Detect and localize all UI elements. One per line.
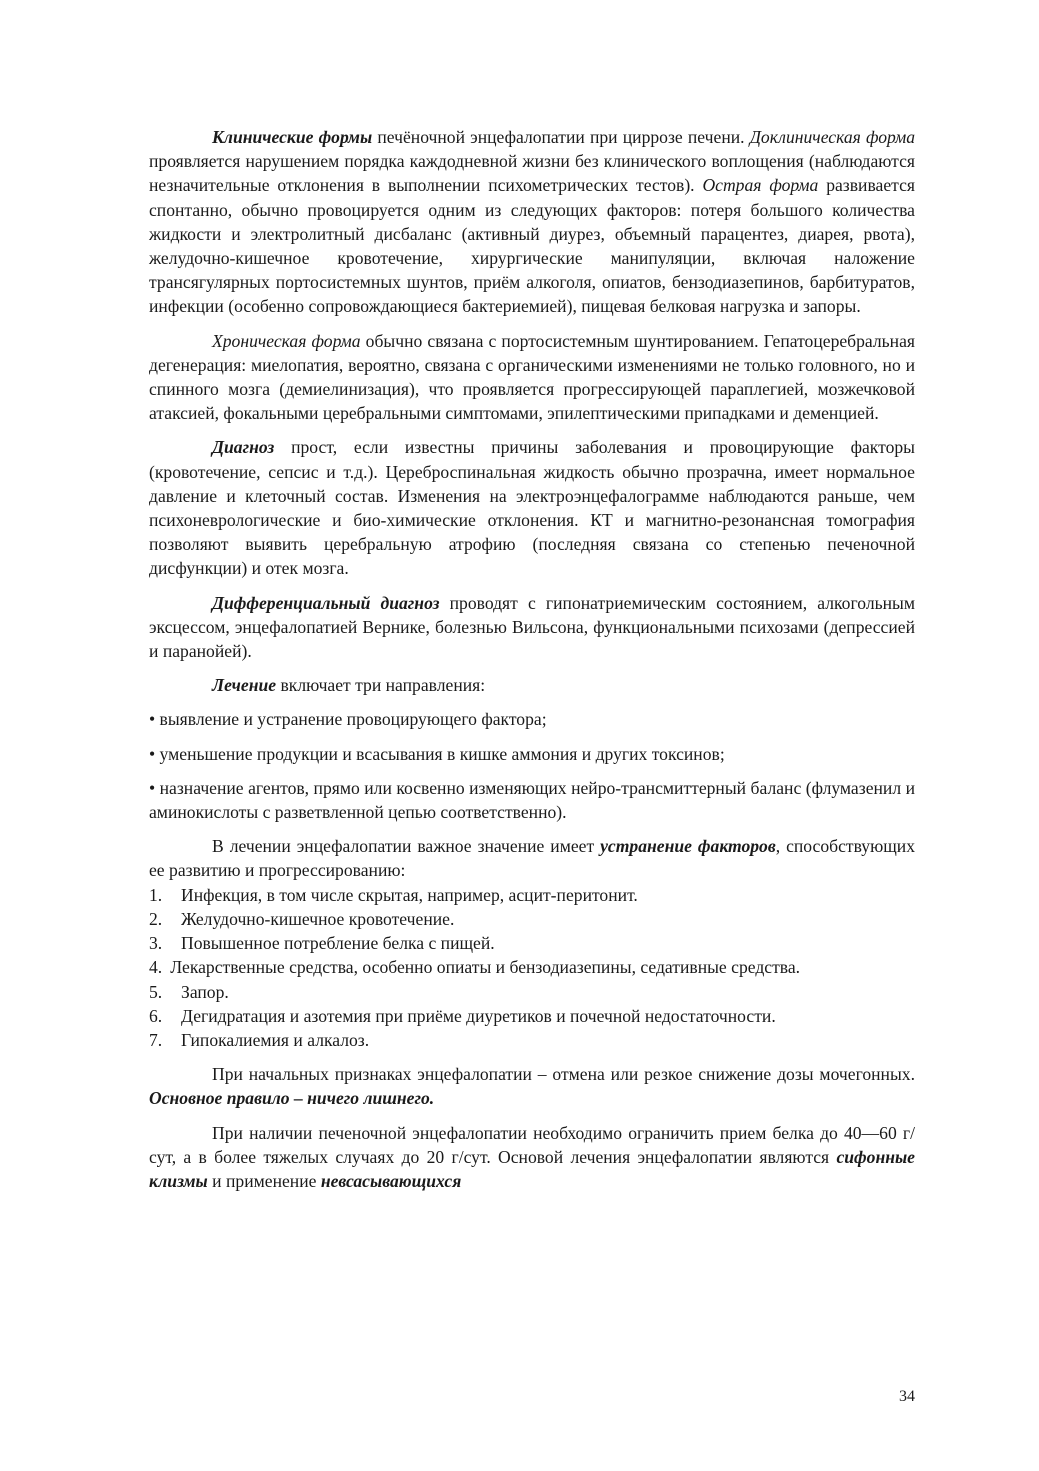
list-item xyxy=(149,1028,915,1052)
list-text: Дегидратация и азотемия при приёме диуретиков и почечной недостаточности. xyxy=(181,1005,776,1026)
list-item xyxy=(149,1004,915,1028)
text: При наличии печеночной энцефалопатии необходимо ограничить прием белка до 40—60 г/сут, а в более тяжелых случаях до 20 г/сут. Основой лечения энцефалопатии являются xyxy=(149,1122,915,1167)
document-page xyxy=(149,125,915,1203)
text: и применение xyxy=(207,1170,321,1191)
list-number: 7. xyxy=(149,1029,163,1050)
text: проводят с гипонатриемическим состоянием, алкогольным эксцессом, энцефалопатией Вернике, болезнью Вильсона, функциональными психозами (депрессией и паранойей). xyxy=(149,592,915,662)
bullet-item: • выявление и устранение провоцирующего фактора; xyxy=(149,709,547,730)
term-factor-elimination: устранение факторов xyxy=(600,836,776,857)
text: включает три направления: xyxy=(276,675,486,696)
list-text: Запор. xyxy=(181,981,229,1002)
list-item xyxy=(149,980,915,1004)
list-text: Гипокалиемия и алкалоз. xyxy=(181,1029,370,1050)
factors-list xyxy=(149,883,915,1052)
bullet-item: • назначение агентов, прямо или косвенно изменяющих нейро-трансмиттерный баланс (флумазенил и аминокислоты с разветвленной цепью соответственно). xyxy=(149,777,915,823)
term-diagnosis: Диагноз xyxy=(212,437,275,458)
paragraph-chronic-form xyxy=(149,329,915,426)
term-non-absorbable: невсасывающихся xyxy=(320,1170,462,1191)
paragraph-differential-diagnosis xyxy=(149,591,915,664)
list-item xyxy=(149,883,915,907)
page-number: 34 xyxy=(899,1388,915,1405)
term-acute-form: Острая форма xyxy=(702,175,819,196)
list-number: 2. xyxy=(149,908,163,929)
text: проявляется нарушением порядка каждодневной жизни без клинического воплощения (наблюдаются незначительные отклонения в выполнении психометрических тестов). xyxy=(149,151,915,196)
list-number: 5. xyxy=(149,981,163,1002)
list-text: Желудочно-кишечное кровотечение. xyxy=(181,908,455,929)
text: , способствующих ее развитию и прогрессированию: xyxy=(149,836,916,881)
list-item xyxy=(149,955,915,979)
term-chronic-form: Хроническая форма xyxy=(212,330,361,351)
list-text: Повышенное потребление белка с пищей. xyxy=(181,933,495,954)
term-clinical-forms: Клинические формы xyxy=(212,127,373,147)
term-preclinical-form: Доклиническая форма xyxy=(749,127,916,147)
term-siphon-enemas: сифонные клизмы xyxy=(149,1146,915,1191)
paragraph-factor-elimination xyxy=(149,834,915,882)
term-treatment: Лечение xyxy=(212,675,277,696)
text: обычно связана с портосистемным шунтированием. Гепатоцеребральная дегенерация: миелопатия, вероятно, связана с органическими изменениями не только головного, но и спинного мозга (демиелинизация), что проявляется прогрессирующей параплегией, мозжечковой атаксией, фокальными церебральными симптомами, эпилептическими припадками и деменцией. xyxy=(149,330,916,424)
paragraph-protein-limit xyxy=(149,1121,915,1194)
term-main-rule: Основное правило – ничего лишнего. xyxy=(149,1088,435,1109)
paragraph-clinical-forms xyxy=(149,125,915,319)
list-number: 4. xyxy=(149,957,163,978)
bullet-item: • уменьшение продукции и всасывания в кишке аммония и других токсинов; xyxy=(149,743,725,764)
list-number: 6. xyxy=(149,1005,163,1026)
paragraph-diuretics xyxy=(149,1062,915,1110)
text: развивается спонтанно, обычно провоцируется одним из следующих факторов: потеря большого количества жидкости и электролитный дисбаланс (активный диурез, объемный парацентез, диарея, рвота), желудочно-кишечное кровотечение, хирургические манипуляции, включая наложение трансягулярных портосистемных шунтов, приём алкоголя, опиатов, бензодиазепинов, барбитуратов, инфекции (особенно сопровождающиеся бактериемией), пищевая белковая нагрузка и запоры. xyxy=(149,175,915,317)
paragraph-treatment xyxy=(149,673,915,697)
text: При начальных признаках энцефалопатии – отмена или резкое снижение дозы мочегонных. xyxy=(212,1064,915,1085)
list-item xyxy=(149,907,915,931)
list-text: Лекарственные средства, особенно опиаты и бензодиазепины, седативные средства. xyxy=(170,957,801,978)
text: В лечении энцефалопатии важное значение имеет xyxy=(212,836,601,857)
text: прост, если известны причины заболевания и провоцирующие факторы (кровотечение, сепсис и т.д.). Цереброспинальная жидкость обычно прозрачна, имеет нормальное давление и клеточный состав. Изменения на электроэнцефалограмме наблюдаются раньше, чем психоневрологические и био-химические отклонения. КТ и магнитно-резонансная томография позволяют выявить церебральную атрофию (последняя связана со степенью печеночной дисфункции) и отек мозга. xyxy=(149,437,915,579)
paragraph-diagnosis xyxy=(149,435,915,580)
term-differential-diagnosis: Дифференциальный диагноз xyxy=(212,592,440,613)
list-number: 1. xyxy=(149,884,163,905)
text: печёночной энцефалопатии при циррозе печени. xyxy=(372,127,750,147)
list-number: 3. xyxy=(149,933,163,954)
list-item xyxy=(149,931,915,955)
list-text: Инфекция, в том числе скрытая, например, асцит-перитонит. xyxy=(181,884,638,905)
